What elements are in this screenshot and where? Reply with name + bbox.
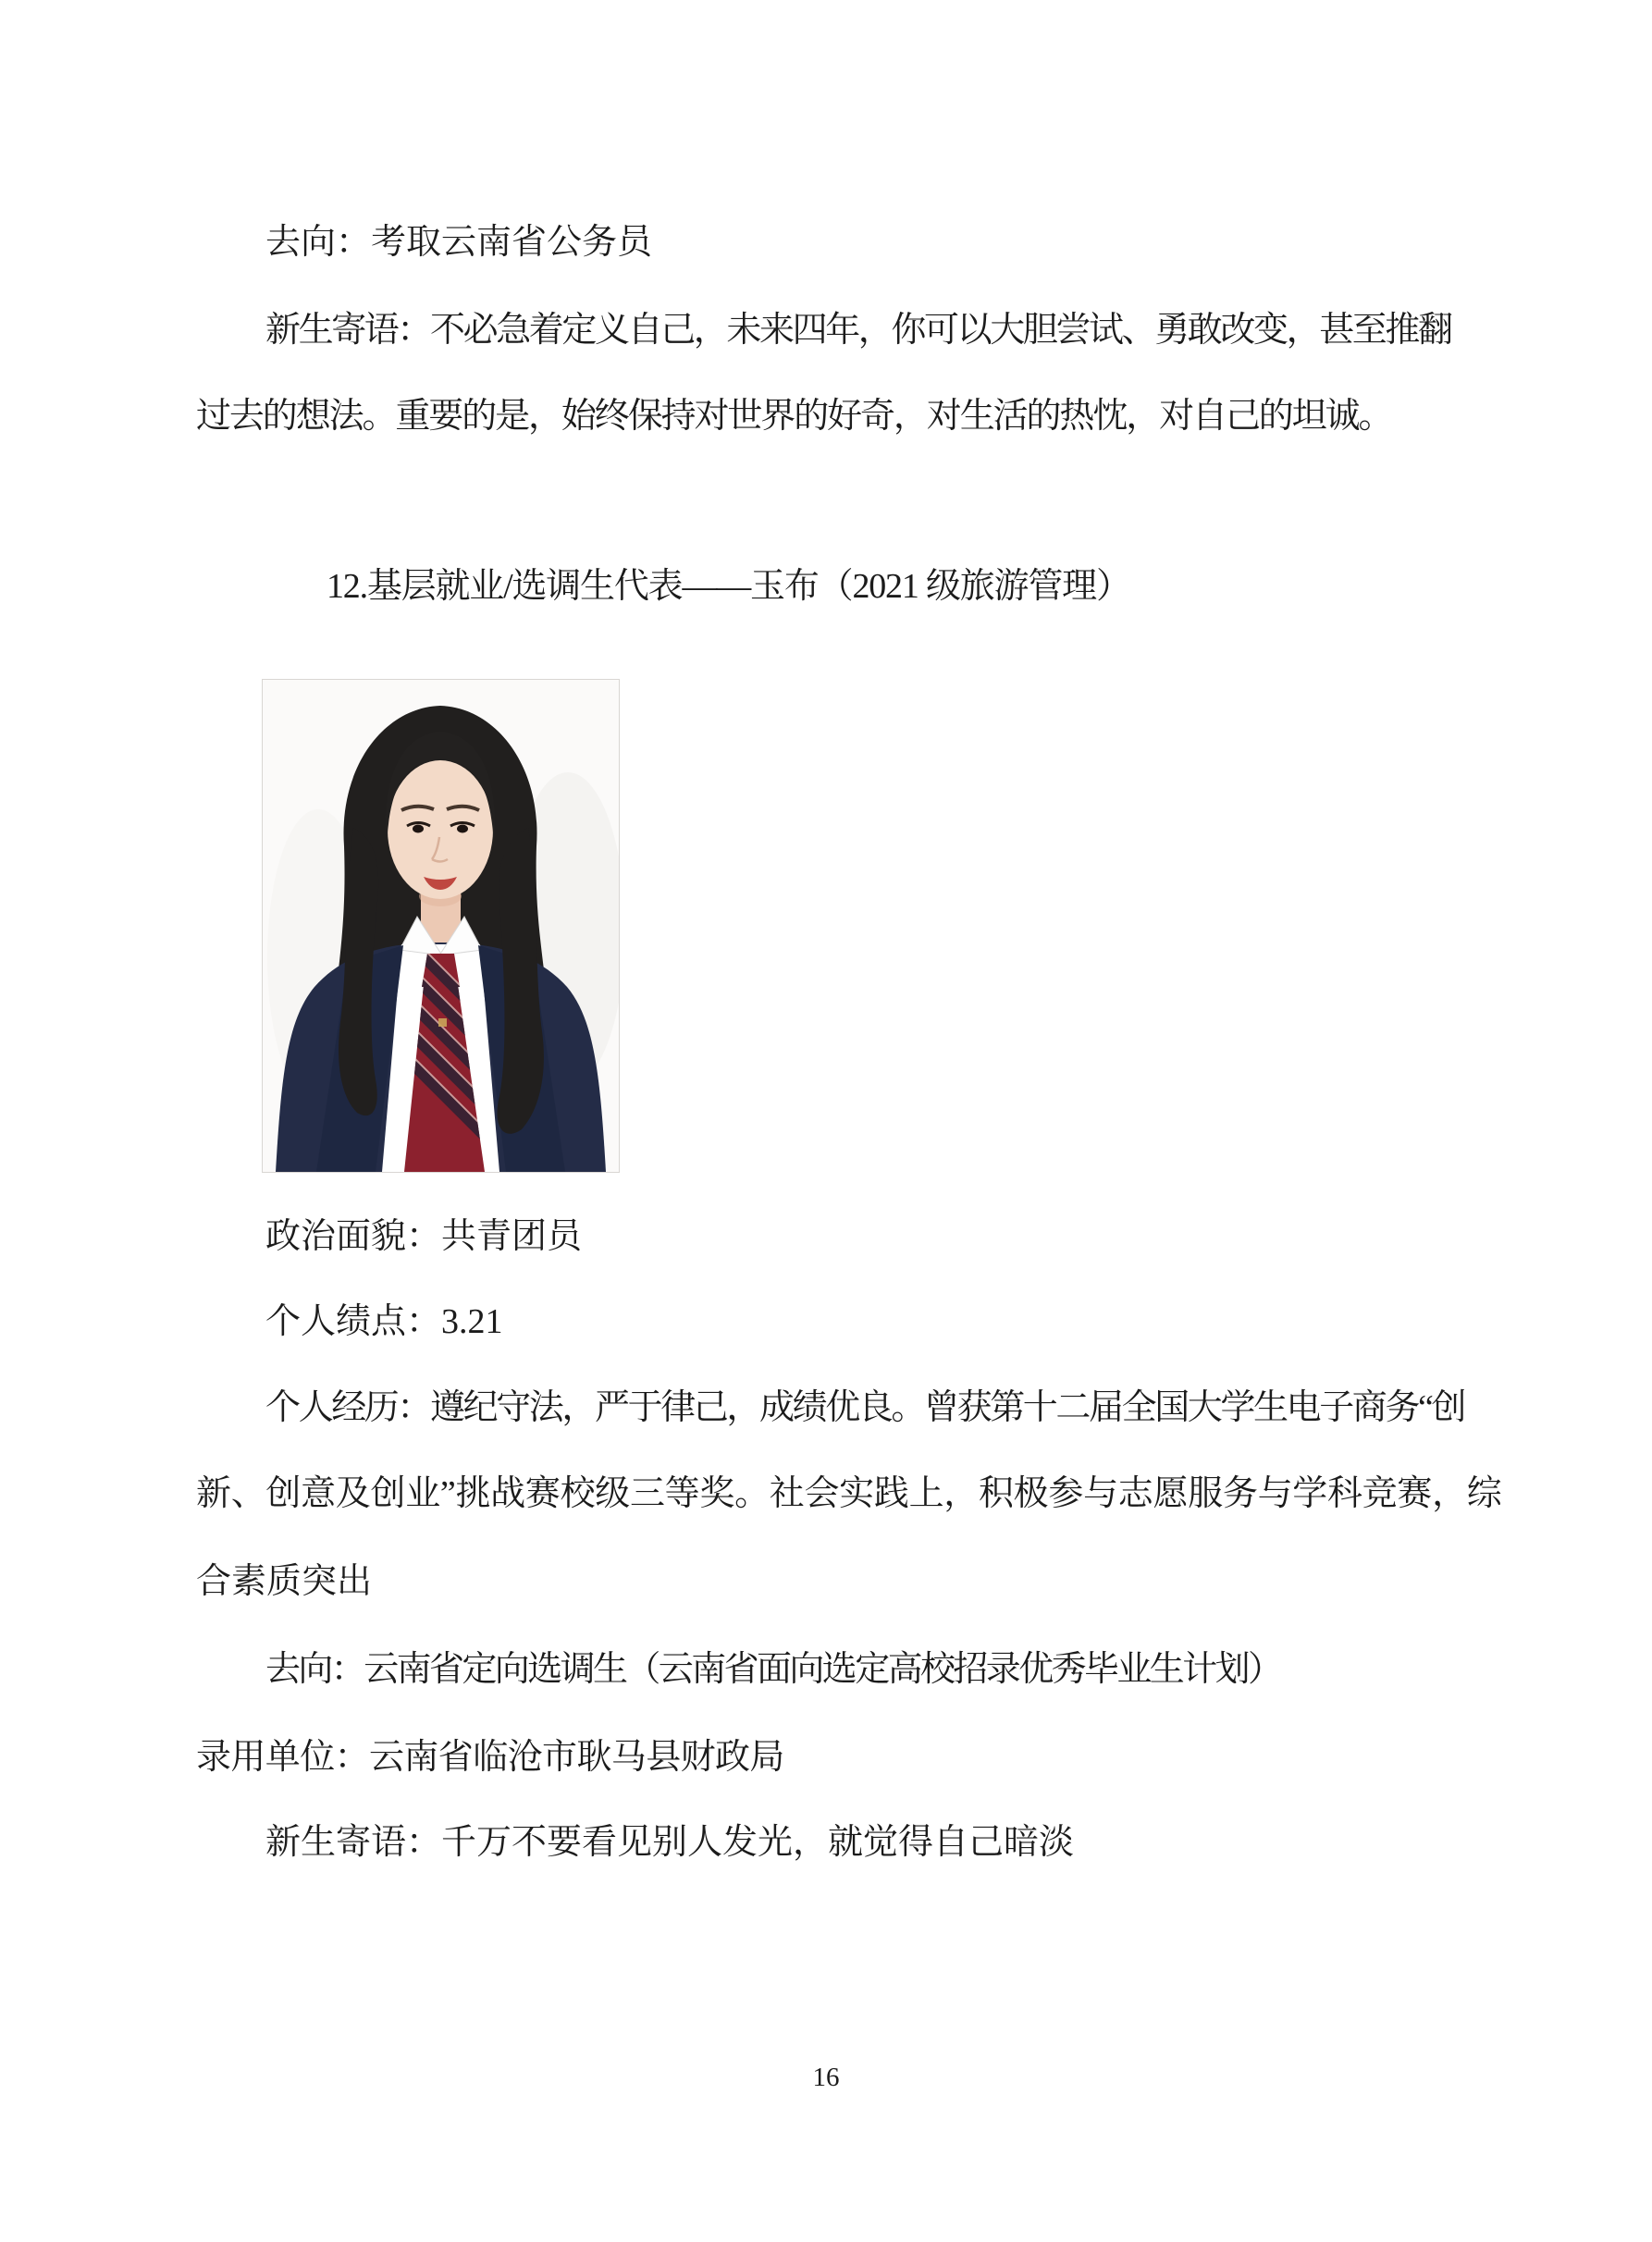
- employer-line: 录用单位：云南省临沧市耿马县财政局: [196, 1738, 784, 1777]
- page-number: 16: [812, 2063, 840, 2092]
- experience-line-1: 个人经历：遵纪守法，严于律己，成绩优良。曾获第十二届全国大学生电子商务“创: [265, 1388, 1465, 1427]
- prev-freshman-message-line-2: 过去的想法。重要的是，始终保持对世界的好奇，对生活的热忱，对自己的坦诚。: [196, 397, 1392, 436]
- experience-line-2: 新、创意及创业”挑战赛校级三等奖。社会实践上，积极参与志愿服务与学科竞赛，综: [196, 1474, 1502, 1513]
- portrait-illustration: [263, 680, 619, 1172]
- political-status-line: 政治面貌：共青团员: [265, 1217, 583, 1256]
- face: [388, 760, 493, 899]
- destination-line: 去向：云南省定向选调生（云南省面向选定高校招录优秀毕业生计划）: [265, 1650, 1281, 1689]
- gpa-line: 个人绩点：3.21: [265, 1302, 503, 1341]
- prev-destination-line: 去向：考取云南省公务员: [265, 223, 653, 262]
- prev-freshman-message-line-1: 新生寄语：不必急着定义自己，未来四年，你可以大胆尝试、勇敢改变，甚至推翻: [265, 311, 1451, 350]
- section-heading: 12.基层就业/选调生代表——玉布（2021 级旅游管理）: [327, 567, 1130, 606]
- experience-line-3: 合素质突出: [196, 1562, 373, 1601]
- tie-pin: [438, 1018, 447, 1027]
- freshman-message-line: 新生寄语：千万不要看见别人发光，就觉得自己暗淡: [265, 1823, 1075, 1862]
- graduate-portrait-photo: [262, 679, 620, 1173]
